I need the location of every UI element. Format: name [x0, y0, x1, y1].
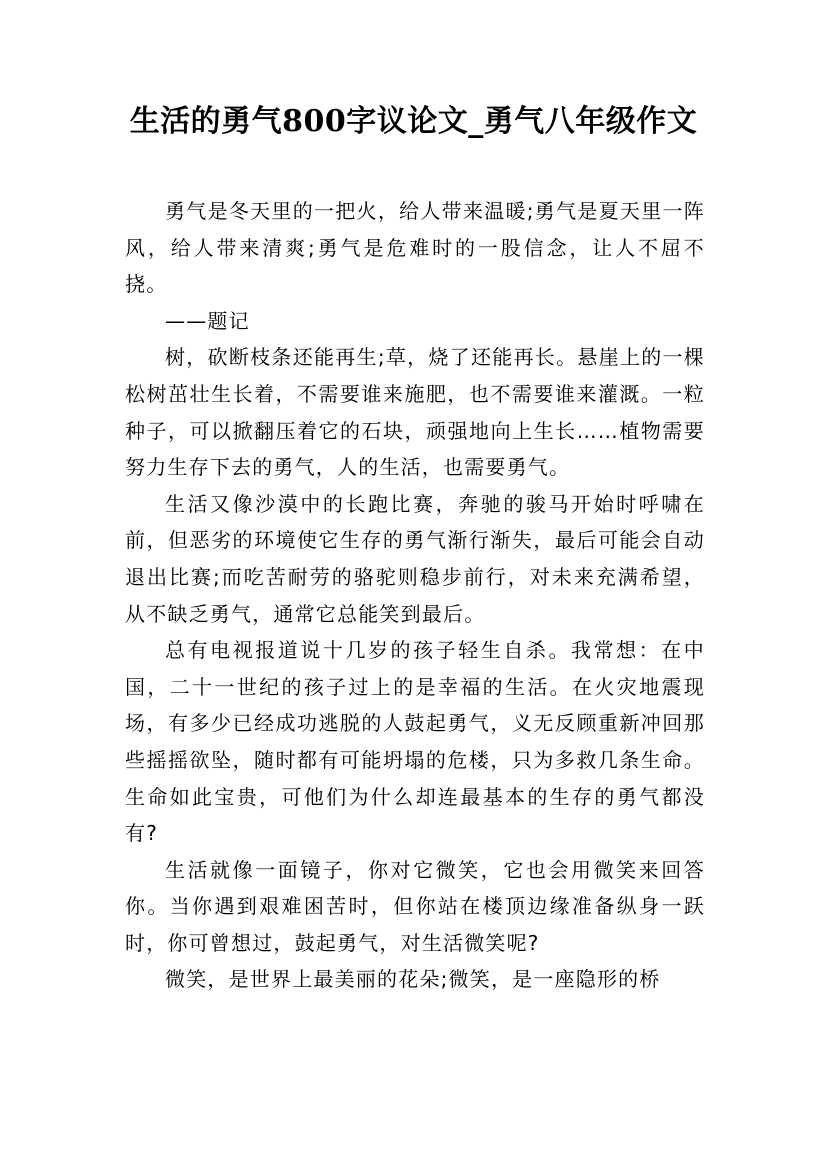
body-paragraph: 生活就像一面镜子，你对它微笑，它也会用微笑来回答你。当你遇到艰难困苦时，但你站在楼顶边缘准备纵身一跃时，你可曾想过，鼓起勇气，对生活微笑呢?	[125, 857, 705, 955]
body-paragraph: 生活又像沙漠中的长跑比赛，奔驰的骏马开始时呼啸在前，但恶劣的环境使它生存的勇气渐行渐失，最后可能会自动退出比赛;而吃苦耐劳的骆驼则稳步前行，对未来充满希望，从不缺乏勇气，通常它总能笑到最后。	[125, 491, 705, 626]
body-paragraph: 树，砍断枝条还能再生;草，烧了还能再长。悬崖上的一棵松树茁壮生长着，不需要谁来施肥，也不需要谁来灌溉。一粒种子，可以掀翻压着它的石块，顽强地向上生长……植物需要努力生存下去的勇气，人的生活，也需要勇气。	[125, 345, 705, 480]
body-paragraph: 总有电视报道说十几岁的孩子轻生自杀。我常想：在中国，二十一世纪的孩子过上的是幸福的生活。在火灾地震现场，有多少已经成功逃脱的人鼓起勇气，义无反顾重新冲回那些摇摇欲坠，随时都有可能坍塌的危楼，只为多救几条生命。生命如此宝贵，可他们为什么却连最基本的生存的勇气都没有?	[125, 638, 705, 846]
document-title: 生活的勇气800字议论文_勇气八年级作文	[129, 104, 698, 139]
document-body	[125, 193, 705, 998]
epigraph-paragraph: 勇气是冬天里的一把火，给人带来温暖;勇气是夏天里一阵风，给人带来清爽;勇气是危难时的一股信念，让人不屈不挠。	[125, 199, 705, 297]
epigraph-attribution: ——题记	[165, 308, 250, 333]
body-paragraph: 微笑，是世界上最美丽的花朵;微笑，是一座隐形的桥	[165, 967, 661, 992]
